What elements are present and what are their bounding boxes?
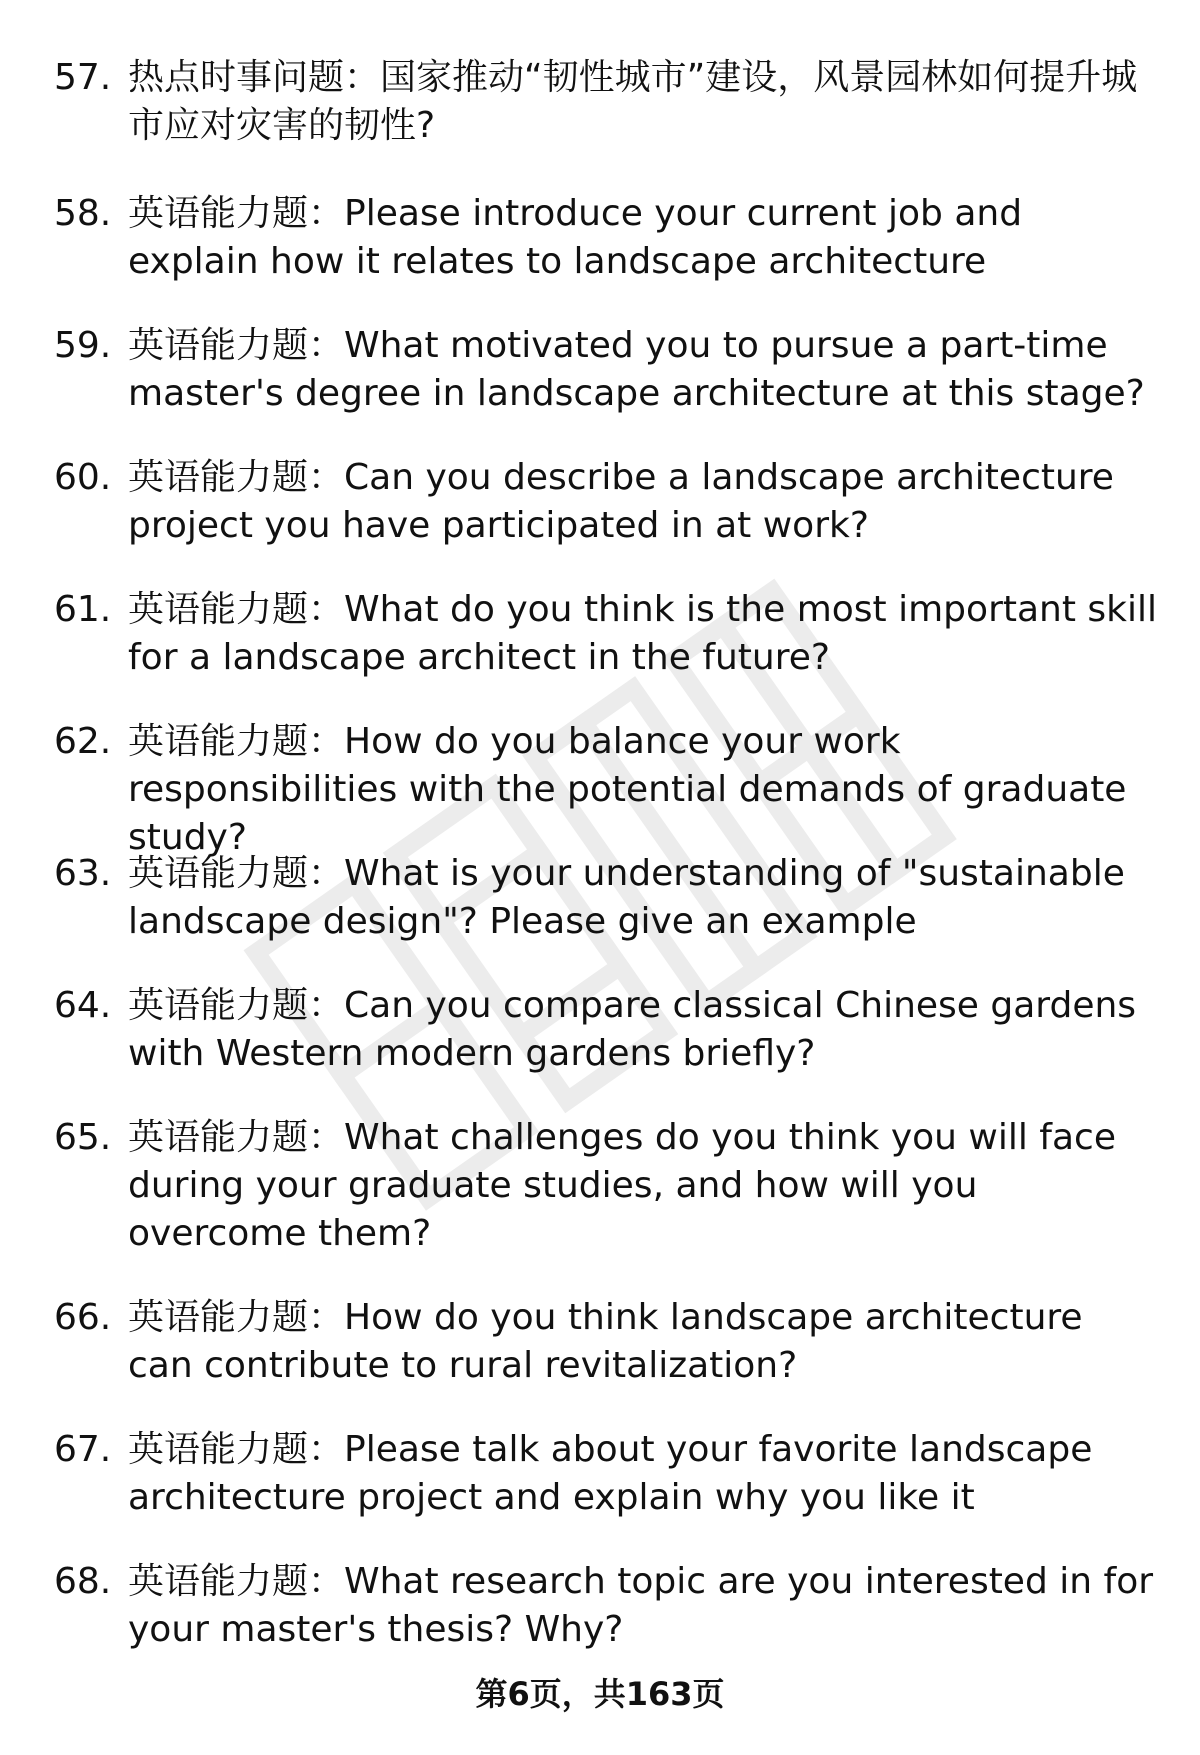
question-number: 57. [54,57,112,98]
question-number: 67. [54,1429,112,1470]
question-number: 59. [54,325,112,366]
question-number: 68. [54,1561,112,1602]
question-number: 61. [54,589,112,630]
question-text: 英语能力题：How do you balance your work responsibilities with the potential demands of graduate study? [128,721,1127,858]
question-text: 英语能力题：Please introduce your current job and explain how it relates to landscape architecture [128,193,1023,282]
question-number: 58. [54,193,112,234]
question-number: 60. [54,457,112,498]
question-text: 英语能力题：What do you think is the most important skill for a landscape architect in the future? [128,589,1158,678]
question-text: 英语能力题：What motivated you to pursue a part-time master's degree in landscape architecture at this stage? [128,325,1145,414]
question-number: 65. [54,1117,112,1158]
question-number: 62. [54,721,112,762]
question-text: 英语能力题：What challenges do you think you will face during your graduate studies, and how will you overcome them? [128,1117,1116,1254]
question-text: 英语能力题：How do you think landscape architecture can contribute to rural revitalization? [128,1297,1083,1386]
question-number: 64. [54,985,112,1026]
question-text: 英语能力题：Can you describe a landscape architecture project you have participated in at work? [128,457,1114,546]
question-text: 英语能力题：Please talk about your favorite landscape architecture project and explain why you like it [128,1429,1093,1518]
question-text: 热点时事问题：国家推动“韧性城市”建设，风景园林如何提升城市应对灾害的韧性? [128,57,1138,146]
page-number-footer: 第6页，共163页 [475,1675,725,1713]
question-number: 63. [54,853,112,894]
question-number: 66. [54,1297,112,1338]
question-text: 英语能力题：What is your understanding of "sustainable landscape design"? Please give an example [128,853,1125,942]
question-text: 英语能力题：What research topic are you interested in for your master's thesis? Why? [128,1561,1154,1650]
question-text: 英语能力题：Can you compare classical Chinese gardens with Western modern gardens briefly? [128,985,1137,1074]
